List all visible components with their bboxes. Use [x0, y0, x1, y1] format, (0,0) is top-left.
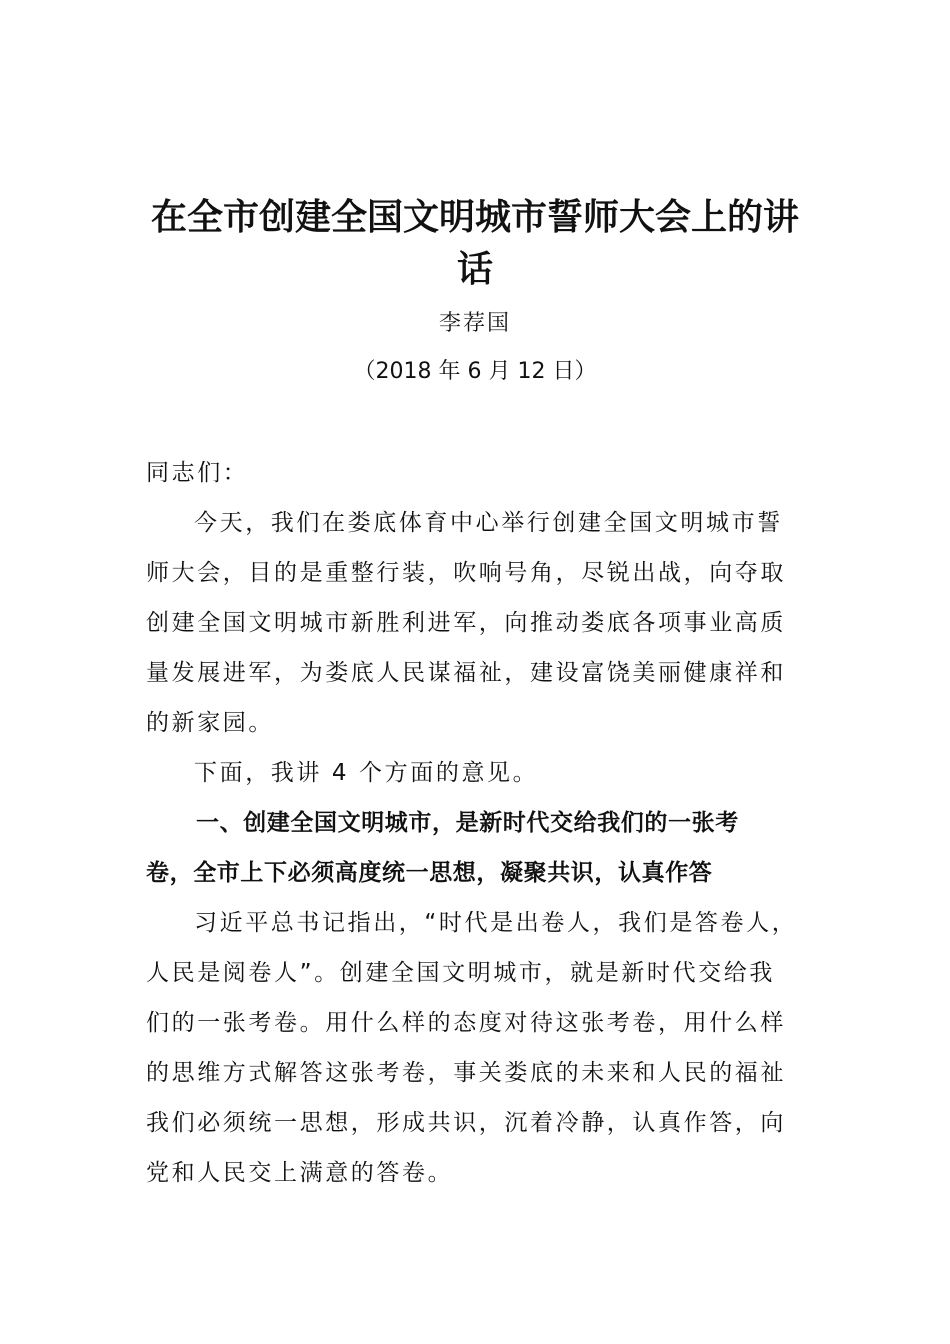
section-heading-line: 卷，全市上下必须高度统一思想，凝聚共识，认真作答: [146, 860, 713, 886]
paragraph-line: 下面，我讲 4 个方面的意见。: [194, 760, 539, 786]
paragraph-line: 师大会，目的是重整行装，吹响号角，尽锐出战，向夺取: [146, 560, 786, 586]
salutation: 同志们：: [146, 460, 249, 486]
document-title: [0, 192, 950, 296]
paragraph-line: 的新家园。: [146, 710, 274, 736]
paragraph-line: 我们必须统一思想，形成共识，沉着冷静，认真作答，向: [146, 1110, 786, 1136]
paragraph-line: 习近平总书记指出，“时代是出卷人，我们是答卷人，: [194, 910, 798, 936]
title-line-2: 话: [456, 249, 493, 290]
title-line-1: 在全市创建全国文明城市誓师大会上的讲: [150, 197, 799, 238]
paragraph-line: 今天，我们在娄底体育中心举行创建全国文明城市誓: [194, 510, 783, 536]
author-name: 李荐国: [438, 311, 511, 336]
paragraph-line: 党和人民交上满意的答卷。: [146, 1160, 454, 1186]
document-body: [146, 448, 818, 1198]
paragraph-line: 量发展进军，为娄底人民谋福祉，建设富饶美丽健康祥和: [146, 660, 786, 686]
section-heading-line: 一、创建全国文明城市，是新时代交给我们的一张考: [196, 810, 739, 836]
speech-date: （2018 年 6 月 12 日）: [353, 359, 597, 384]
paragraph-line: 的思维方式解答这张考卷，事关娄底的未来和人民的福祉: [146, 1060, 786, 1086]
paragraph-line: 人民是阅卷人”。创建全国文明城市，就是新时代交给我: [146, 960, 775, 986]
paragraph-line: 创建全国文明城市新胜利进军，向推动娄底各项事业高质: [146, 610, 786, 636]
paragraph-line: 们的一张考卷。用什么样的态度对待这张考卷，用什么样: [146, 1010, 786, 1036]
